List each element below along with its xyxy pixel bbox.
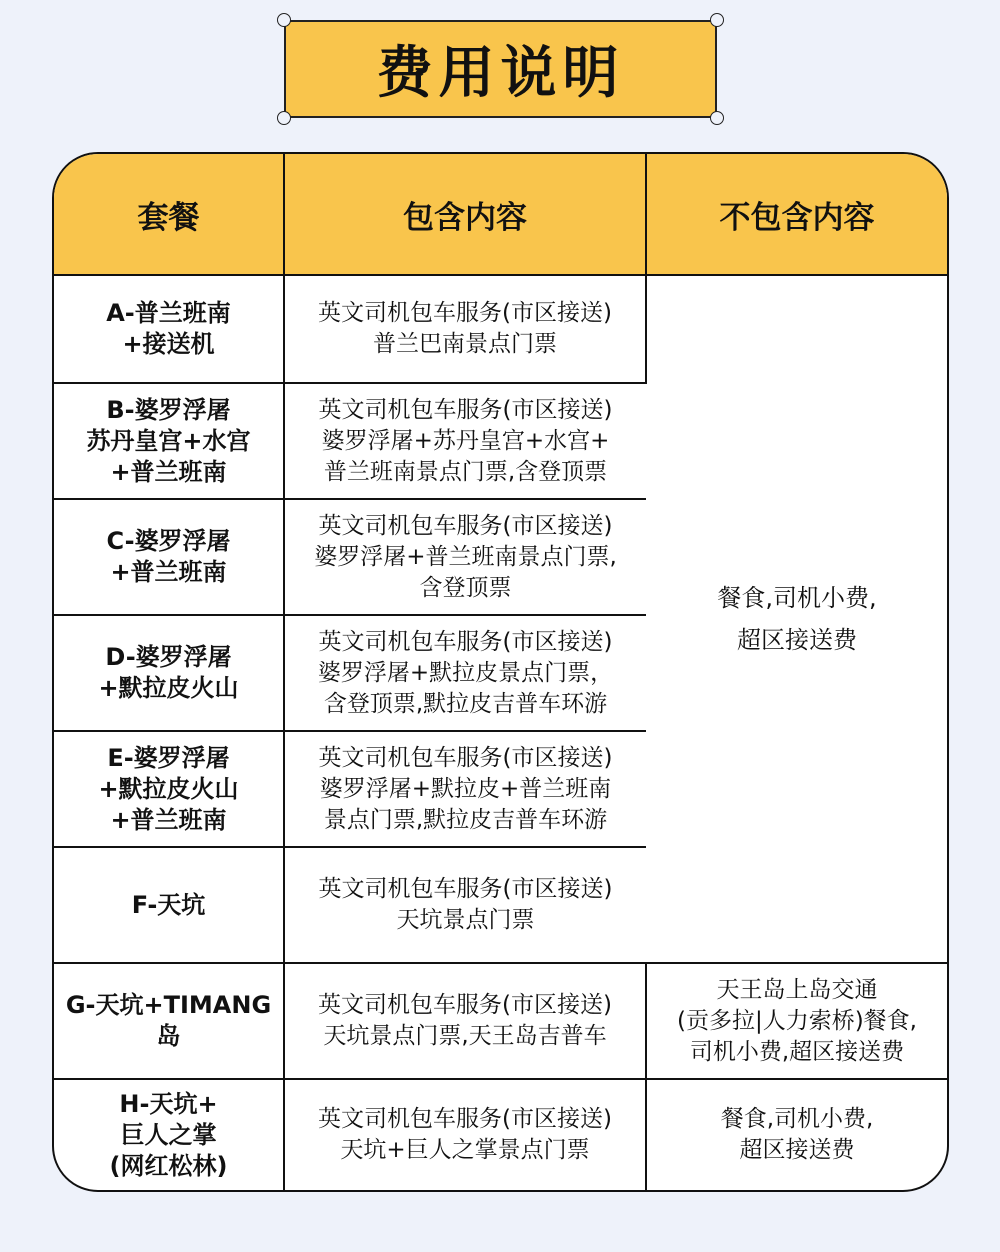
package-cell: H-天坑+ 巨人之掌 (网红松林) [54, 1079, 284, 1190]
package-cell: D-婆罗浮屠 +默拉皮火山 [54, 615, 284, 731]
header-includes: 包含内容 [284, 154, 646, 275]
package-cell: A-普兰班南 +接送机 [54, 275, 284, 383]
includes-cell: 英文司机包车服务(市区接送) 婆罗浮屠+默拉皮景点门票， 含登顶票,默拉皮吉普车环游 [284, 615, 646, 731]
table-row [54, 275, 947, 383]
table-row [54, 1079, 947, 1190]
fee-table [52, 152, 949, 1192]
resize-handle-bl [277, 111, 291, 125]
header-package: 套餐 [54, 154, 284, 275]
includes-cell: 英文司机包车服务(市区接送) 婆罗浮屠+默拉皮+普兰班南 景点门票,默拉皮吉普车环游 [284, 731, 646, 847]
package-cell: E-婆罗浮屠 +默拉皮火山 +普兰班南 [54, 731, 284, 847]
title-banner [284, 20, 717, 118]
includes-cell: 英文司机包车服务(市区接送) 天坑景点门票 [284, 847, 646, 963]
package-cell: G-天坑+TIMANG岛 [54, 963, 284, 1079]
includes-cell: 英文司机包车服务(市区接送) 婆罗浮屠+普兰班南景点门票, 含登顶票 [284, 499, 646, 615]
excludes-cell: 天王岛上岛交通 (贡多拉|人力索桥)餐食, 司机小费,超区接送费 [646, 963, 947, 1079]
table-header-row [54, 154, 947, 275]
includes-cell: 英文司机包车服务(市区接送) 天坑景点门票,天王岛吉普车 [284, 963, 646, 1079]
package-cell: C-婆罗浮屠 +普兰班南 [54, 499, 284, 615]
package-cell: B-婆罗浮屠 苏丹皇宫+水宫 +普兰班南 [54, 383, 284, 499]
includes-cell: 英文司机包车服务(市区接送) 普兰巴南景点门票 [284, 275, 646, 383]
resize-handle-tl [277, 13, 291, 27]
page-title: 费用说明 [376, 41, 625, 106]
excludes-cell-merged: 餐食,司机小费, 超区接送费 [646, 275, 947, 963]
table-row [54, 963, 947, 1079]
includes-cell: 英文司机包车服务(市区接送) 天坑+巨人之掌景点门票 [284, 1079, 646, 1190]
resize-handle-br [710, 111, 724, 125]
includes-cell: 英文司机包车服务(市区接送) 婆罗浮屠+苏丹皇宫+水宫+ 普兰班南景点门票,含登顶票 [284, 383, 646, 499]
header-excludes: 不包含内容 [646, 154, 947, 275]
package-cell: F-天坑 [54, 847, 284, 963]
excludes-cell: 餐食,司机小费, 超区接送费 [720, 1106, 874, 1163]
resize-handle-tr [710, 13, 724, 27]
